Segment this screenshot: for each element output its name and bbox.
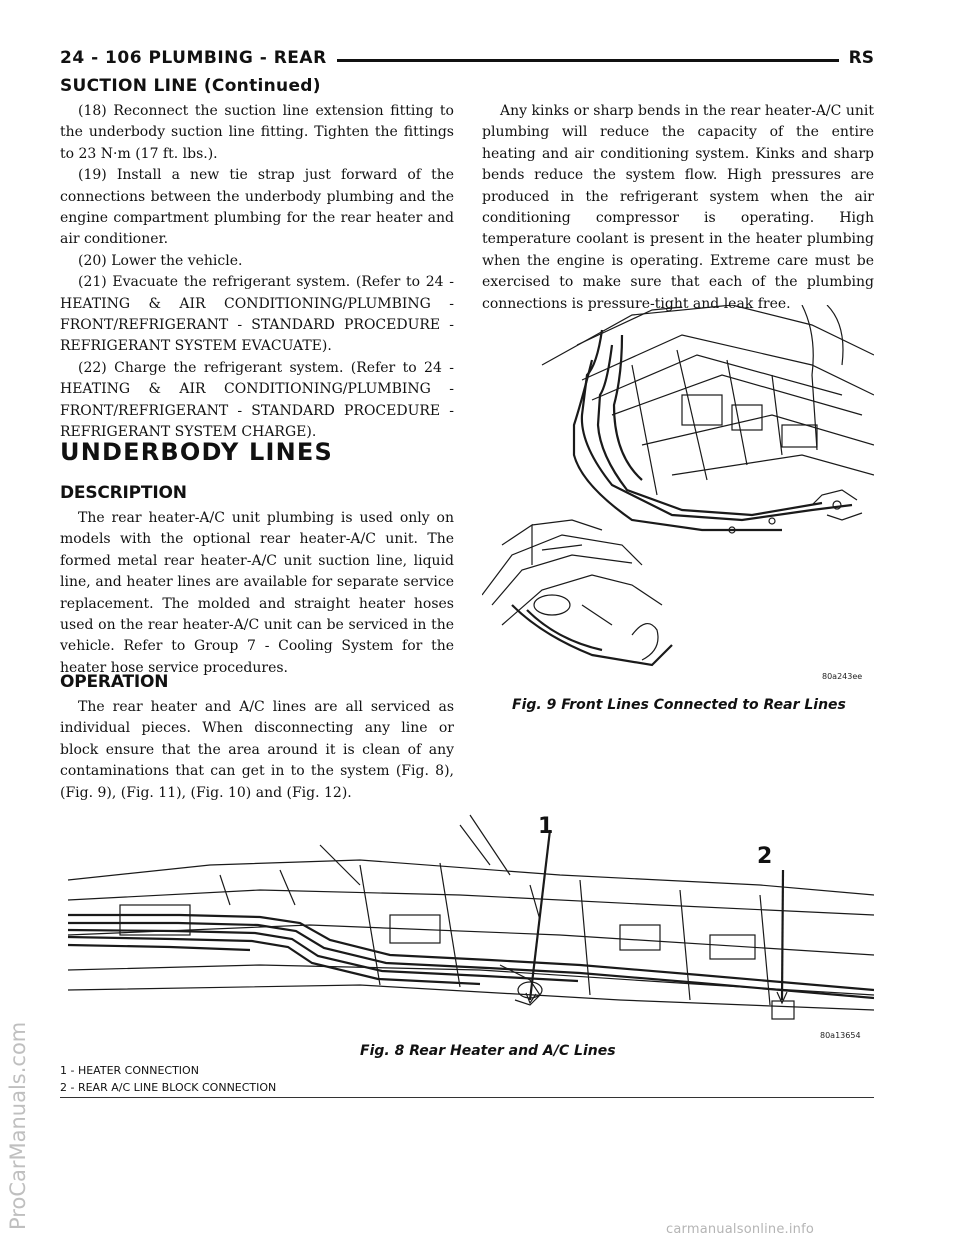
figure8-caption: Fig. 8 Rear Heater and A/C Lines — [360, 1043, 616, 1059]
figure9-caption: Fig. 9 Front Lines Connected to Rear Lines — [512, 697, 846, 713]
caution-paragraph: Any kinks or sharp bends in the rear heater-A/C unit plumbing will reduce the capacity of the entire heating and air conditioning system. Kinks and sharp bends reduce the system flow. High pressures are produced in the refrigerant system when the air conditioning compressor is operating. High temperature coolant is present in the heater plumbing when the engine is operating. Extreme care must be exercised to make sure that each of the plumbing connections is pressure-tight and leak free. — [482, 103, 874, 312]
header-page-title: 24 - 106 PLUMBING - REAR — [60, 48, 337, 68]
operation-body — [60, 697, 454, 804]
underbody-lines-drawing — [68, 815, 874, 1019]
legend-item-2: 2 - REAR A/C LINE BLOCK CONNECTION — [60, 1081, 277, 1094]
step-19: (19) Install a new tie strap just forward of the connections between the underbody plumbing and the engine compartment plumbing for the rear heater and air conditioner. — [60, 167, 454, 248]
header-model-code: RS — [839, 48, 874, 68]
continued-heading: SUCTION LINE (Continued) — [60, 76, 321, 96]
step-21: (21) Evacuate the refrigerant system. (Refer to 24 - HEATING & AIR CONDITIONING/PLUMBING - FRONT/REFRIGERANT - STANDARD PROCEDURE - REFRIGERANT SYSTEM EVACUATE). — [60, 274, 454, 355]
figure9-code: 80a243ee — [822, 672, 863, 681]
description-paragraph: The rear heater-A/C unit plumbing is used only on models with the optional rear heater-A/C unit. The formed metal rear heater-A/C unit suction line, liquid line, and heater lines are available for separate service replacement. The molded and straight heater hoses used on the rear heater-A/C unit can be serviced in the vehicle. Refer to Group 7 - Cooling System for the heater hose service procedures. — [60, 510, 454, 676]
section-title: UNDERBODY LINES — [60, 438, 333, 466]
callout-2: 2 — [757, 844, 773, 869]
step-22: (22) Charge the refrigerant system. (Refer to 24 - HEATING & AIR CONDITIONING/PLUMBING - FRONT/REFRIGERANT - STANDARD PROCEDURE - REFRIGERANT SYSTEM CHARGE). — [60, 359, 454, 441]
front-rear-lines-drawing — [482, 305, 874, 665]
step-18: (18) Reconnect the suction line extension fitting to the underbody suction line fitting. Tighten the fittings to 23 N·m (17 ft. lbs.). — [60, 103, 454, 162]
figure8-illustration — [60, 805, 874, 1041]
bottom-watermark: carmanualsonline.info — [666, 1222, 815, 1237]
left-column-steps — [60, 101, 454, 444]
page-header — [60, 48, 874, 74]
operation-paragraph: The rear heater and A/C lines are all serviced as individual pieces. When disconnecting any line or block ensure that the area around it is clean of any contaminations that can get in to the system (Fig. 8), (Fig. 9), (Fig. 11), (Fig. 10) and (Fig. 12). — [60, 699, 454, 801]
figure9-illustration — [482, 305, 874, 677]
operation-heading: OPERATION — [60, 672, 169, 692]
figure8-code: 80a13654 — [820, 1031, 861, 1040]
step-20: (20) Lower the vehicle. — [78, 252, 243, 269]
side-watermark: ProCarManuals.com — [6, 1021, 30, 1230]
right-column-text — [482, 101, 874, 315]
callout-1: 1 — [538, 814, 554, 839]
legend-item-1: 1 - HEATER CONNECTION — [60, 1064, 199, 1077]
footer-rule — [60, 1097, 874, 1098]
description-heading: DESCRIPTION — [60, 483, 187, 503]
description-body — [60, 508, 454, 679]
